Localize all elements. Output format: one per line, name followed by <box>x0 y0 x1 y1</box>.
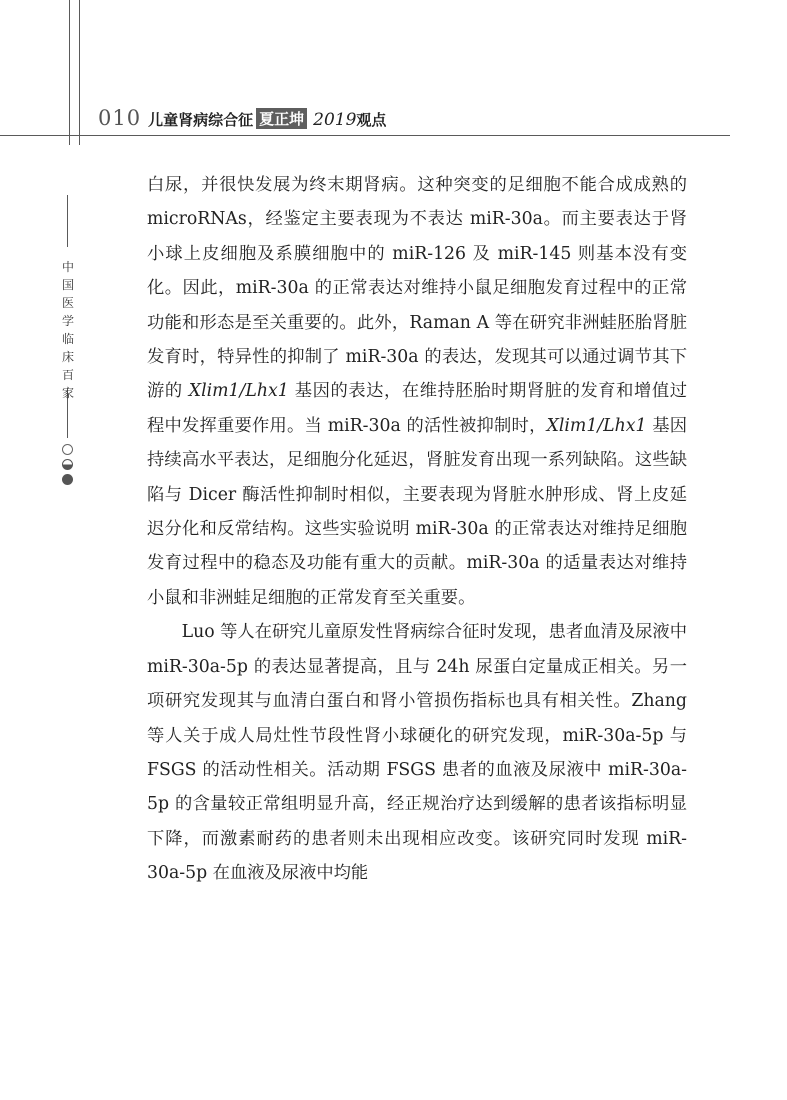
gene-name: Xlim1/Lhx1 <box>546 415 647 436</box>
subtitle: 观点 <box>356 111 387 129</box>
text-segment: 白尿，并很快发展为终末期肾病。这种突变的足细胞不能合成成熟的 microRNAs，经鉴定主要表现为不表达 miR-30a。而主要表达于肾小球上皮细胞及系膜细胞中的 miR-126 及 miR-145 则基本没有变化。因此，miR-30a 的正常表达对维持小鼠足细胞发育过程中的正常功能和形态是至关重要的。此外，Raman A 等在研究非洲蛙胚胎肾脏发育时，特异性的抑制了 miR-30a 的表达，发现其可以通过调节其下游的 <box>147 175 687 402</box>
gene-name: Xlim1/Lhx1 <box>188 381 289 402</box>
paragraph-2 <box>147 615 687 890</box>
text-segment: 基因持续高水平表达，足细胞分化延迟，肾脏发育出现一系列缺陷。这些缺陷与 Dicer 酶活性抑制时相似，主要表现为肾脏水肿形成、肾上皮延迟分化和反常结构。这些实验说明 miR-30a 的正常表达对维持足细胞发育过程中的稳态及功能有重大的贡献。miR-30a 的适量表达对维持小鼠和非洲蛙足细胞的正常发育至关重要。 <box>147 415 688 608</box>
filled-circle-icon <box>62 474 73 485</box>
body-text <box>147 168 687 891</box>
text-segment: Luo 等人在研究儿童原发性肾病综合征时发现，患者血清及尿液中 miR-30a-5p 的表达显著提高，且与 24h 尿蛋白定量成正相关。另一项研究发现其与血清白蛋白和肾小管损伤指标也具有相关性。Zhang 等人关于成人局灶性节段性肾小球硬化的研究发现，miR-30a-5p 与 FSGS 的活动性相关。活动期 FSGS 患者的血液及尿液中 miR-30a-5p 的含量较正常组明显升高，经正规治疗达到缓解的患者该指标明显下降，而激素耐药的患者则未出现相应改变。该研究同时发现 miR-30a-5p 在血液及尿液中均能 <box>147 622 687 884</box>
side-rule-top <box>67 195 68 247</box>
running-header <box>98 106 386 136</box>
author-badge: 夏正坤 <box>256 108 307 129</box>
side-label: 中国医学临床百家 <box>61 260 74 400</box>
frame-vertical-line-right <box>79 0 80 145</box>
text-segment: 基因的表达，在维持胚胎时期肾脏的发育和增值过程中发挥重要作用。当 miR-30a 的活性被抑制时， <box>147 381 687 436</box>
frame-vertical-line-left <box>69 0 70 145</box>
paragraph-1 <box>147 168 687 615</box>
book-title: 儿童肾病综合征 <box>148 111 254 129</box>
half-circle-icon <box>62 459 73 470</box>
year: 2019 <box>313 110 357 130</box>
page-number: 010 <box>98 106 142 130</box>
empty-circle-icon <box>62 444 73 455</box>
